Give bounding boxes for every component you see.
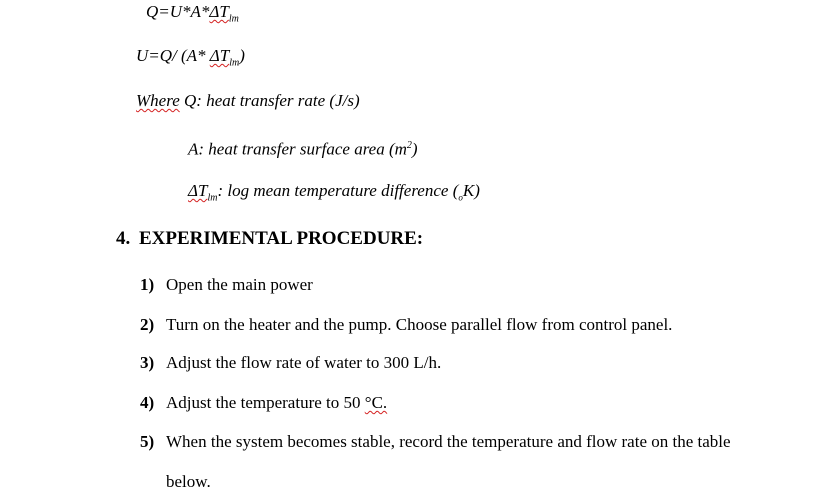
formula-q (146, 2, 239, 29)
delta-t-lm-symbol: $\Delta T_{lm}$ (209, 2, 239, 25)
formula-u-lhs: U=Q/ (A* (136, 46, 210, 65)
list-item: 4) Adjust the temperature to 50 °C. (140, 393, 388, 412)
formula-q-lhs: Q=U*A* (146, 2, 210, 21)
delta-t-lm-symbol: $\Delta T_{lm}$ (188, 181, 218, 204)
celsius-unit: °C. (364, 393, 388, 412)
formula-u: U=Q/ (A* $\Delta T_{lm}$) (136, 46, 245, 69)
list-item: 3) Adjust the flow rate of water to 300 L/h. (140, 353, 442, 372)
a-definition: A: heat transfer surface area $(m^2)$ (188, 139, 418, 159)
section-title: EXPERIMENTAL PROCEDURE: (139, 228, 424, 249)
delta-t-lm-symbol: $\Delta T_{lm}$ (209, 46, 240, 69)
list-item-continuation: below. (166, 472, 211, 491)
delta-t-definition: $\Delta T_{lm}$: log mean temperature difference $(_oK)$ (188, 181, 480, 204)
list-item: 2) Turn on the heater and the pump. Choose parallel flow from control panel. (140, 315, 673, 334)
section-number: 4. (116, 228, 131, 249)
where-word: Where (136, 91, 180, 110)
list-item: 5) When the system becomes stable, record the temperature and flow rate on the table (140, 432, 731, 451)
list-item: 1) Open the main power (140, 275, 313, 294)
section-heading (116, 229, 423, 249)
where-q-definition: Where Q: heat transfer rate (J/s) (136, 91, 360, 110)
